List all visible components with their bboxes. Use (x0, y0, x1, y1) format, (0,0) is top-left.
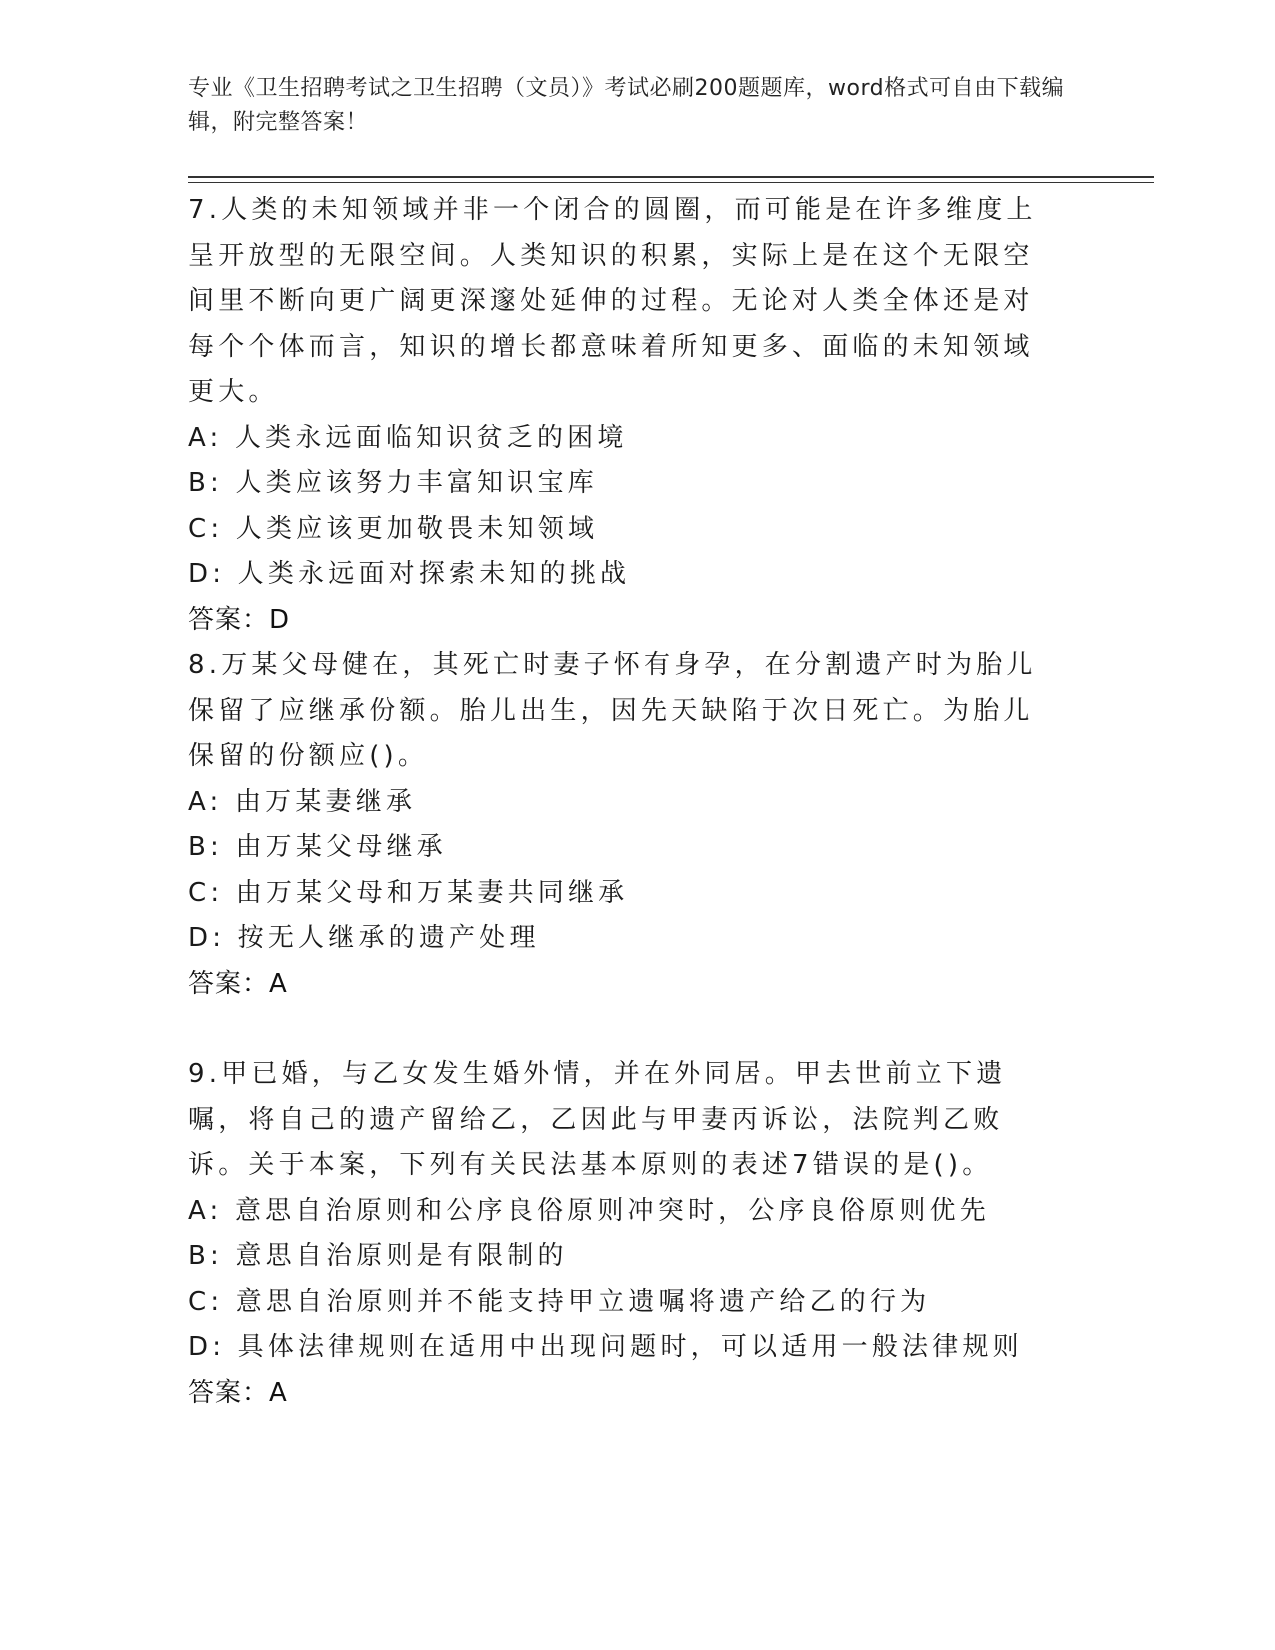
answer-line: 答案：A (188, 968, 288, 999)
header-divider-thick (188, 176, 1154, 178)
option-b: B: 人类应该努力丰富知识宝库 (188, 468, 598, 498)
question-7 (188, 188, 1058, 643)
option-a: A: 意思自治原则和公序良俗原则冲突时，公序良俗原则优先 (188, 1195, 990, 1226)
question-stem: 8.万某父母健在，其死亡时妻子怀有身孕，在分割遗产时为胎儿保留了应继承份额。胎儿出生，因先天缺陷于次日死亡。为胎儿保留的份额应()。 (188, 650, 1037, 771)
question-stem: 9.甲已婚，与乙女发生婚外情，并在外同居。甲去世前立下遗嘱，将自己的遗产留给乙，乙因此与甲妻丙诉讼，法院判乙败诉。关于本案，下列有关民法基本原则的表述7错误的是()。 (188, 1059, 1007, 1180)
option-b: B: 意思自治原则是有限制的 (188, 1241, 568, 1271)
option-a: A: 人类永远面临知识贫乏的困境 (188, 422, 628, 453)
question-8 (188, 643, 1058, 1007)
header-divider-thin (188, 182, 1154, 183)
option-c: C: 意思自治原则并不能支持甲立遗嘱将遗产给乙的行为 (188, 1286, 931, 1317)
option-c: C: 由万某父母和万某妻共同继承 (188, 877, 629, 908)
question-stem: 7.人类的未知领域并非一个闭合的圆圈，而可能是在许多维度上呈开放型的无限空间。人类知识的积累，实际上是在这个无限空间里不断向更广阔更深邃处延伸的过程。无论对人类全体还是对每个个体而言，知识的增长都意味着所知更多、面临的未知领域更大。 (188, 195, 1037, 407)
option-d: D: 具体法律规则在适用中出现问题时，可以适用一般法律规则 (188, 1332, 1023, 1362)
option-c: C: 人类应该更加敬畏未知领域 (188, 513, 599, 544)
option-a: A: 由万某妻继承 (188, 786, 417, 817)
document-header: 专业《卫生招聘考试之卫生招聘（文员）》考试必刷200题题库，word格式可自由下载编辑，附完整答案！ (188, 76, 1065, 135)
answer-line: 答案：A (188, 1377, 288, 1408)
question-9 (188, 1052, 1058, 1416)
option-d: D: 按无人继承的遗产处理 (188, 923, 540, 953)
answer-line: 答案：D (188, 604, 291, 635)
option-b: B: 由万某父母继承 (188, 832, 447, 862)
option-d: D: 人类永远面对探索未知的挑战 (188, 559, 631, 589)
